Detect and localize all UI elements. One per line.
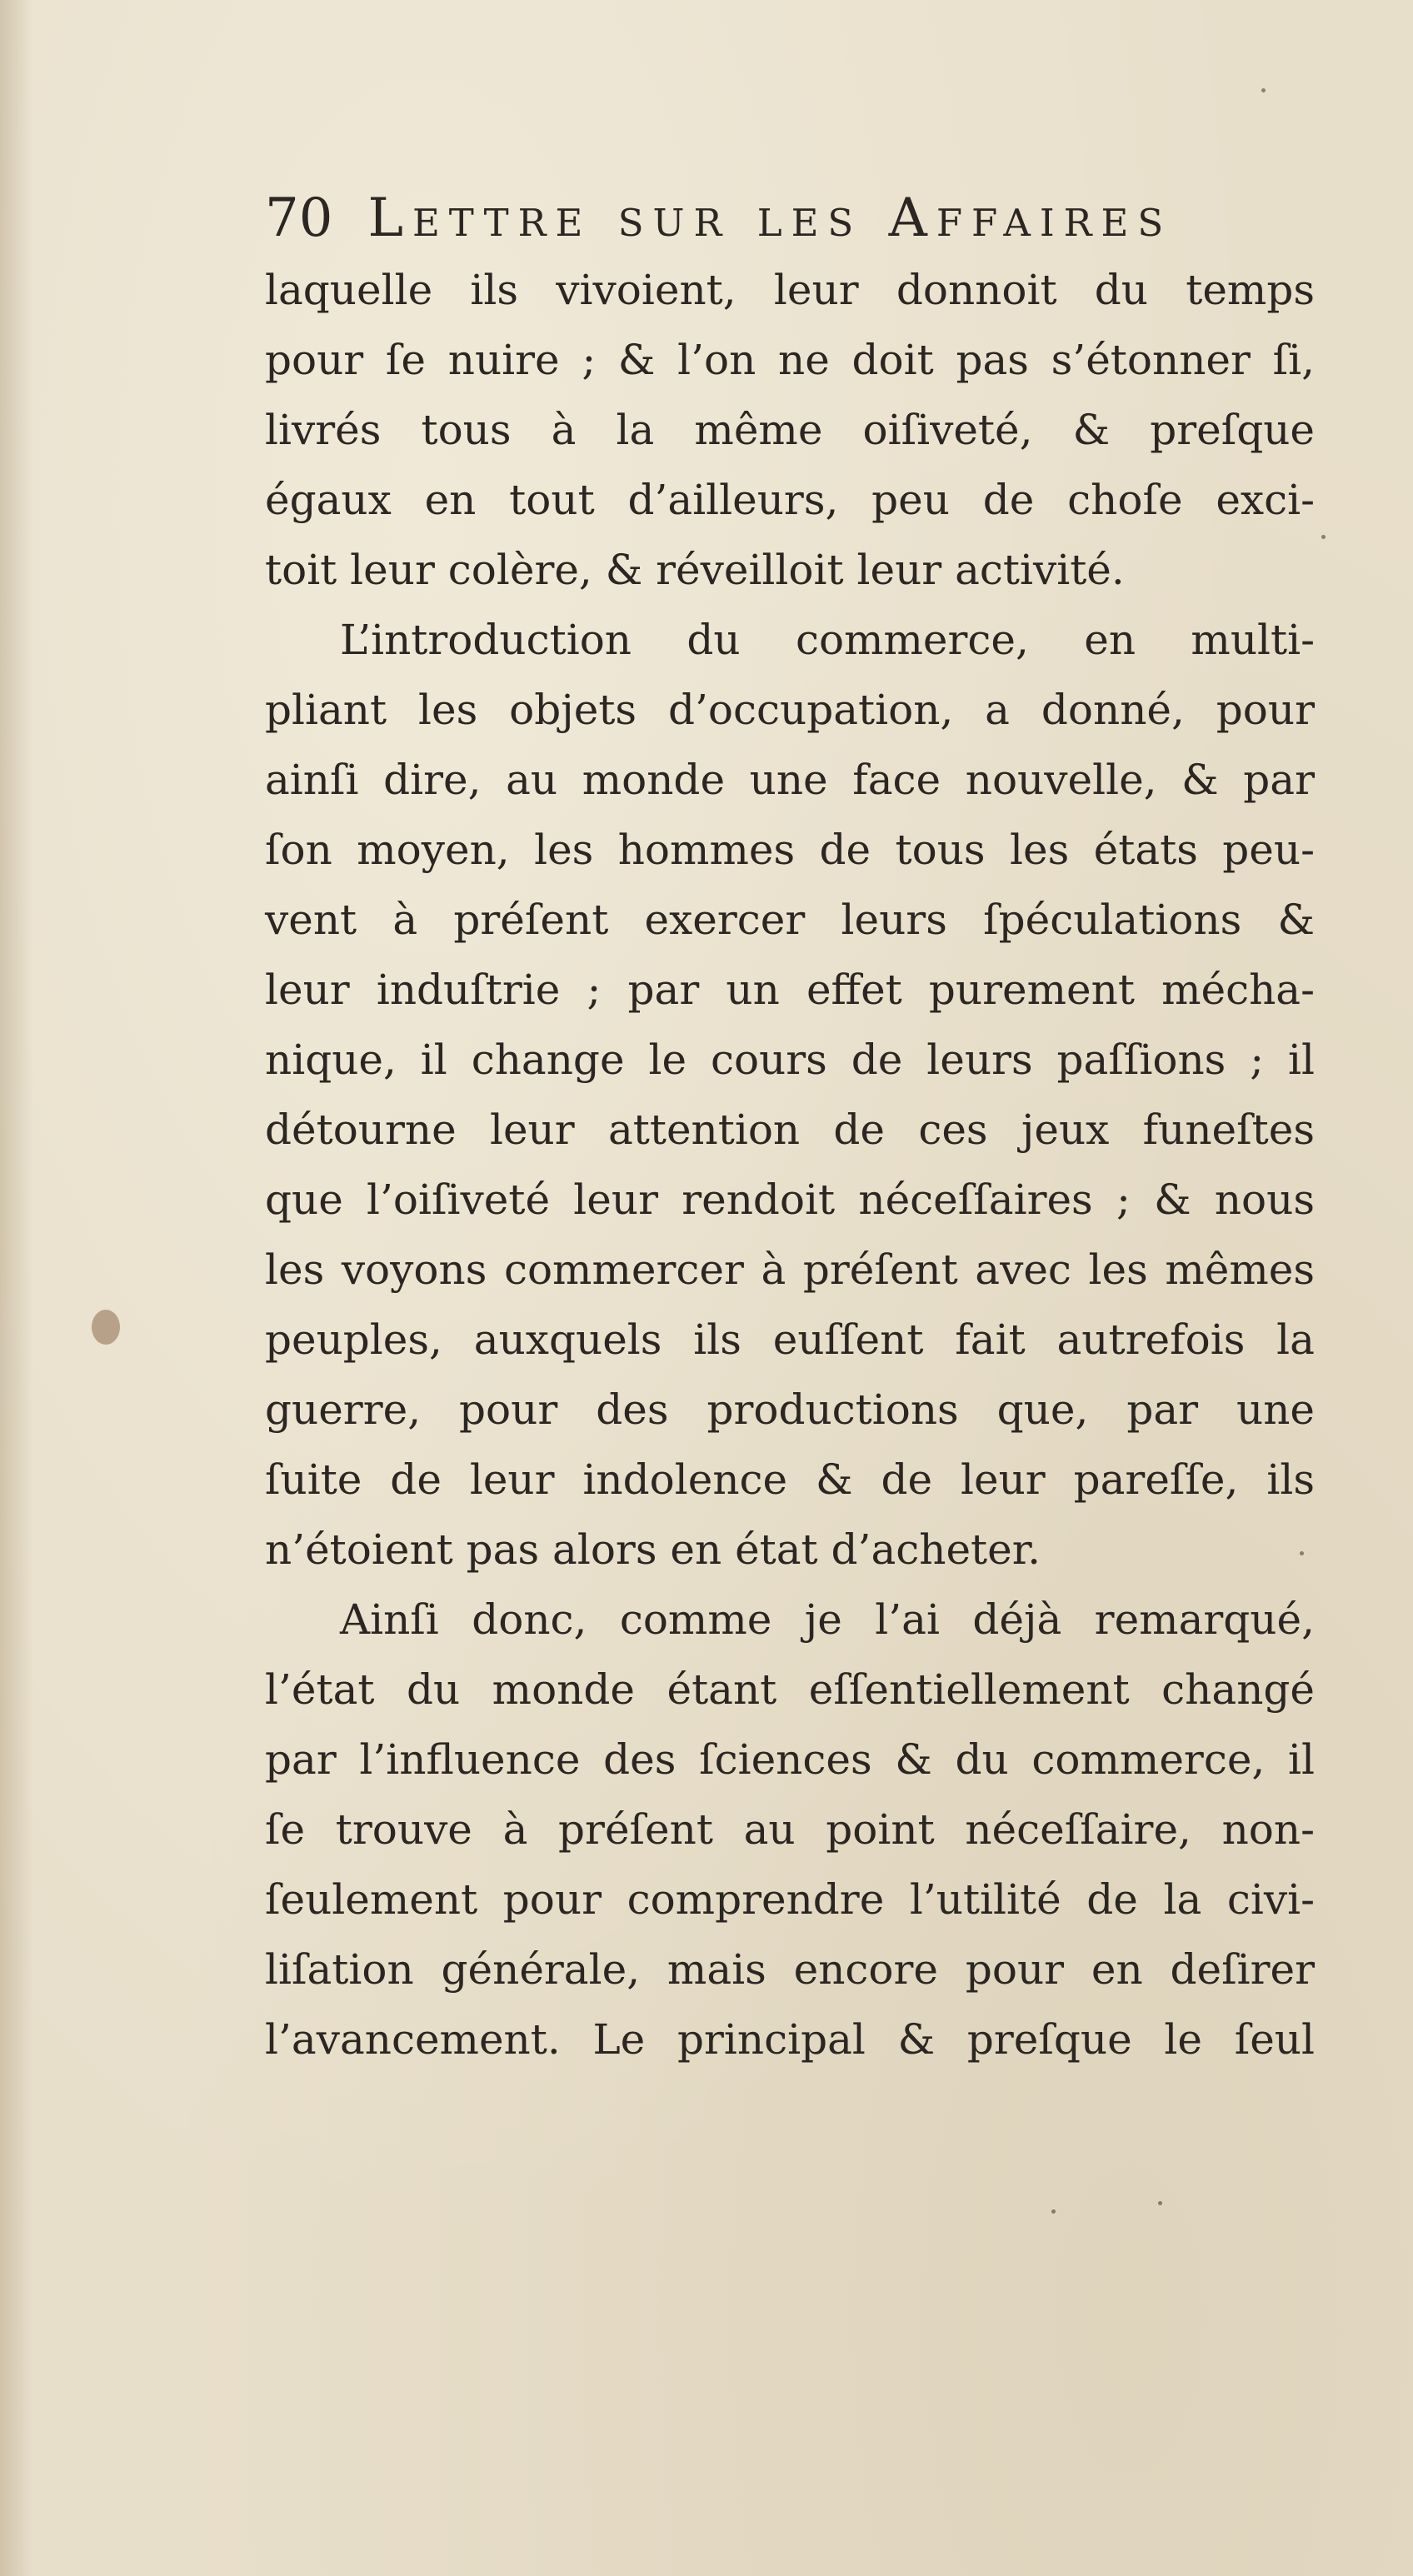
paper-speck xyxy=(1261,88,1266,92)
text-line: toit leur colère, & réveilloit leur activité. xyxy=(265,546,1125,594)
text-line: vent à préſent exercer leurs ſpéculations & xyxy=(265,896,1315,944)
page-text xyxy=(265,182,1315,2074)
text-line: par l’influence des ſciences & du commerce, il xyxy=(265,1735,1315,1784)
text-line: peuples, auxquels ils euſſent fait autrefois la xyxy=(265,1315,1315,1364)
paper-speck xyxy=(1051,2209,1056,2214)
text-line: pliant les objets d’occupation, a donné, pour xyxy=(265,686,1315,734)
text-line: leur induſtrie ; par un effet purement mécha- xyxy=(265,966,1315,1014)
text-line: livrés tous à la même oiſiveté, & preſque xyxy=(265,406,1315,454)
text-line: ſeulement pour comprendre l’utilité de la civi- xyxy=(265,1875,1315,1924)
text-line: laquelle ils vivoient, leur donnoit du temps xyxy=(265,266,1315,314)
page-gutter-shadow xyxy=(0,0,33,2576)
paragraph-first-line: L’introduction du commerce, en multi- xyxy=(340,616,1315,664)
text-line: que l’oiſiveté leur rendoit néceſſaires ; & nous xyxy=(265,1176,1315,1224)
text-line: ainſi dire, au monde une face nouvelle, & par xyxy=(265,756,1315,804)
running-header xyxy=(265,182,1315,255)
text-line: les voyons commercer à préſent avec les mêmes xyxy=(265,1246,1315,1294)
text-line: pour ſe nuire ; & l’on ne doit pas s’étonner ſi, xyxy=(265,336,1315,384)
running-title: Lettre sur les Affaires xyxy=(367,187,1173,249)
text-line: guerre, pour des productions que, par une xyxy=(265,1385,1315,1434)
paragraph-first-line: Ainſi donc, comme je l’ai déjà remarqué, xyxy=(340,1595,1315,1644)
text-line: nique, il change le cours de leurs paſſions ; il xyxy=(265,1036,1315,1084)
text-line: l’avancement. Le principal & preſque le ſeul xyxy=(265,2015,1315,2064)
text-line: liſation générale, mais encore pour en deſirer xyxy=(265,1945,1315,1994)
text-line: l’état du monde étant eſſentiellement changé xyxy=(265,1665,1315,1714)
text-line: détourne leur attention de ces jeux funeſtes xyxy=(265,1106,1315,1154)
paper-speck xyxy=(1321,535,1326,539)
text-line: n’étoient pas alors en état d’acheter. xyxy=(265,1525,1041,1574)
text-line: ſe trouve à préſent au point néceſſaire, non- xyxy=(265,1805,1315,1854)
paper-stain xyxy=(92,1310,120,1345)
paper-speck xyxy=(1158,2201,1162,2205)
text-line: égaux en tout d’ailleurs, peu de choſe exci- xyxy=(265,476,1315,524)
text-line: ſon moyen, les hommes de tous les états peu- xyxy=(265,826,1315,874)
text-line: ſuite de leur indolence & de leur pareſſe, ils xyxy=(265,1455,1315,1504)
page-number: 70 xyxy=(265,187,333,249)
